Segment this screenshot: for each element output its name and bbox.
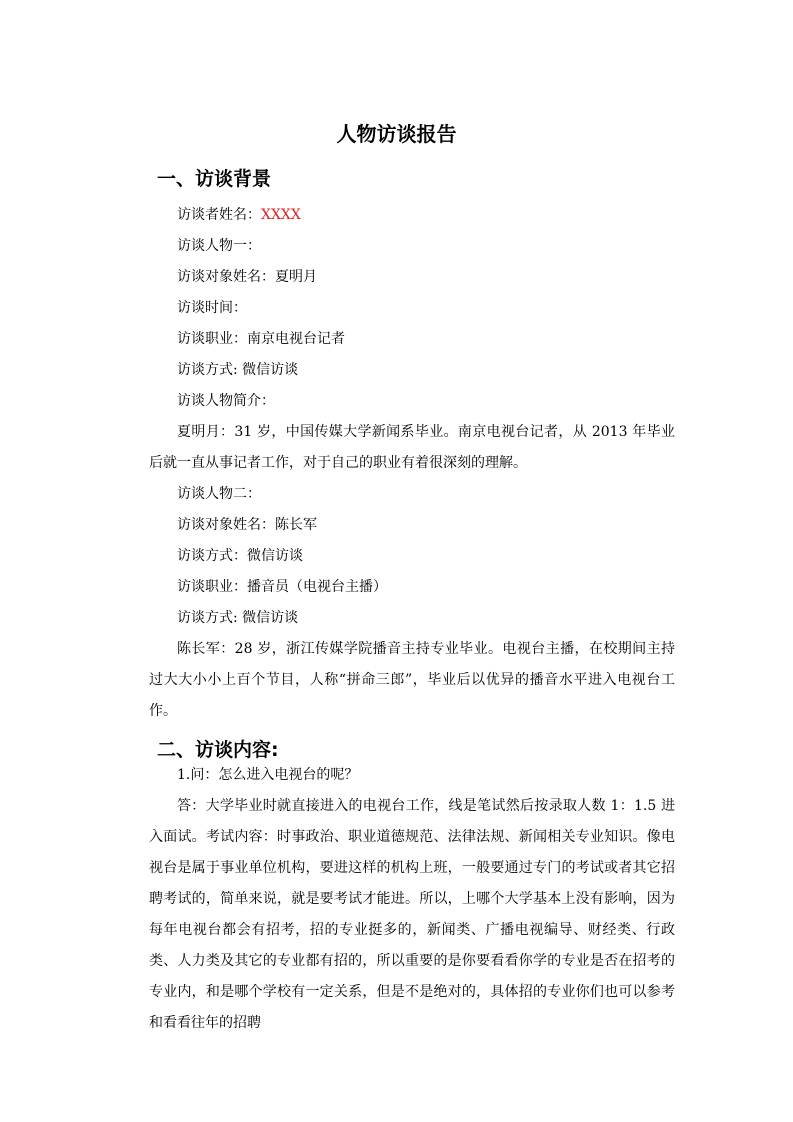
- question-1: 1.问：怎么进入电视台的呢？: [177, 767, 359, 783]
- person1-job: 访谈职业：南京电视台记者: [177, 331, 345, 347]
- interviewer-name: XXXX: [261, 207, 301, 223]
- person1-name: 访谈对象姓名：夏明月: [177, 269, 317, 285]
- section-content-body: [149, 760, 675, 1039]
- person2-method-1: 访谈方式：微信访谈: [177, 548, 303, 564]
- answer-1: 答：大学毕业时就直接进入的电视台工作，线是笔试然后按录取人数 1：1.5 进入面试。考试内容：时事政治、职业道德规范、法律法规、新闻相关专业知识。像电视台是属于事业单位机构，要进这样的机构上班，一般要通过专门的考试或者其它招聘考试的，简单来说，就是要考试才能进。所以，上哪个大学基本上没有影响，因为每年电视台都会有招考，招的专业挺多的，新闻类、广播电视编导、财经类、行政类、人力类及其它的专业都有招的，所以重要的是你要看看你学的专业是否在招考的专业内，和是哪个学校有一定关系，但是不是绝对的，具体招的专业你们也可以参考和看看往年的招聘: [149, 798, 675, 1031]
- interviewer-line: [149, 200, 675, 231]
- interviewer-label: 访谈者姓名：: [177, 207, 261, 223]
- person2-job: 访谈职业：播音员（电视台主播）: [177, 579, 387, 595]
- person1-header: 访谈人物一：: [177, 238, 261, 254]
- person2-name: 访谈对象姓名：陈长军: [177, 517, 317, 533]
- person2-method-2: 访谈方式: 微信访谈: [177, 610, 299, 626]
- section-heading-background: 一、访谈背景: [157, 168, 272, 190]
- person2-header: 访谈人物二：: [177, 486, 261, 502]
- section-background-body: [149, 200, 675, 727]
- person2-intro: 陈长军：28 岁，浙江传媒学院播音主持专业毕业。电视台主播，在校期间主持过大大小小上百个节目，人称“拼命三郎”，毕业后以优异的播音水平进入电视台工作。: [149, 641, 675, 719]
- person1-intro: 夏明月：31 岁，中国传媒大学新闻系毕业。南京电视台记者，从 2013 年毕业后就一直从事记者工作，对于自己的职业有着很深刻的理解。: [149, 424, 675, 471]
- section-heading-content: 二、访谈内容:: [157, 739, 279, 761]
- document-title: 人物访谈报告: [336, 122, 457, 146]
- person1-time: 访谈时间：: [177, 300, 247, 316]
- person1-intro-label: 访谈人物简介：: [177, 393, 275, 409]
- person1-method: 访谈方式: 微信访谈: [177, 362, 299, 378]
